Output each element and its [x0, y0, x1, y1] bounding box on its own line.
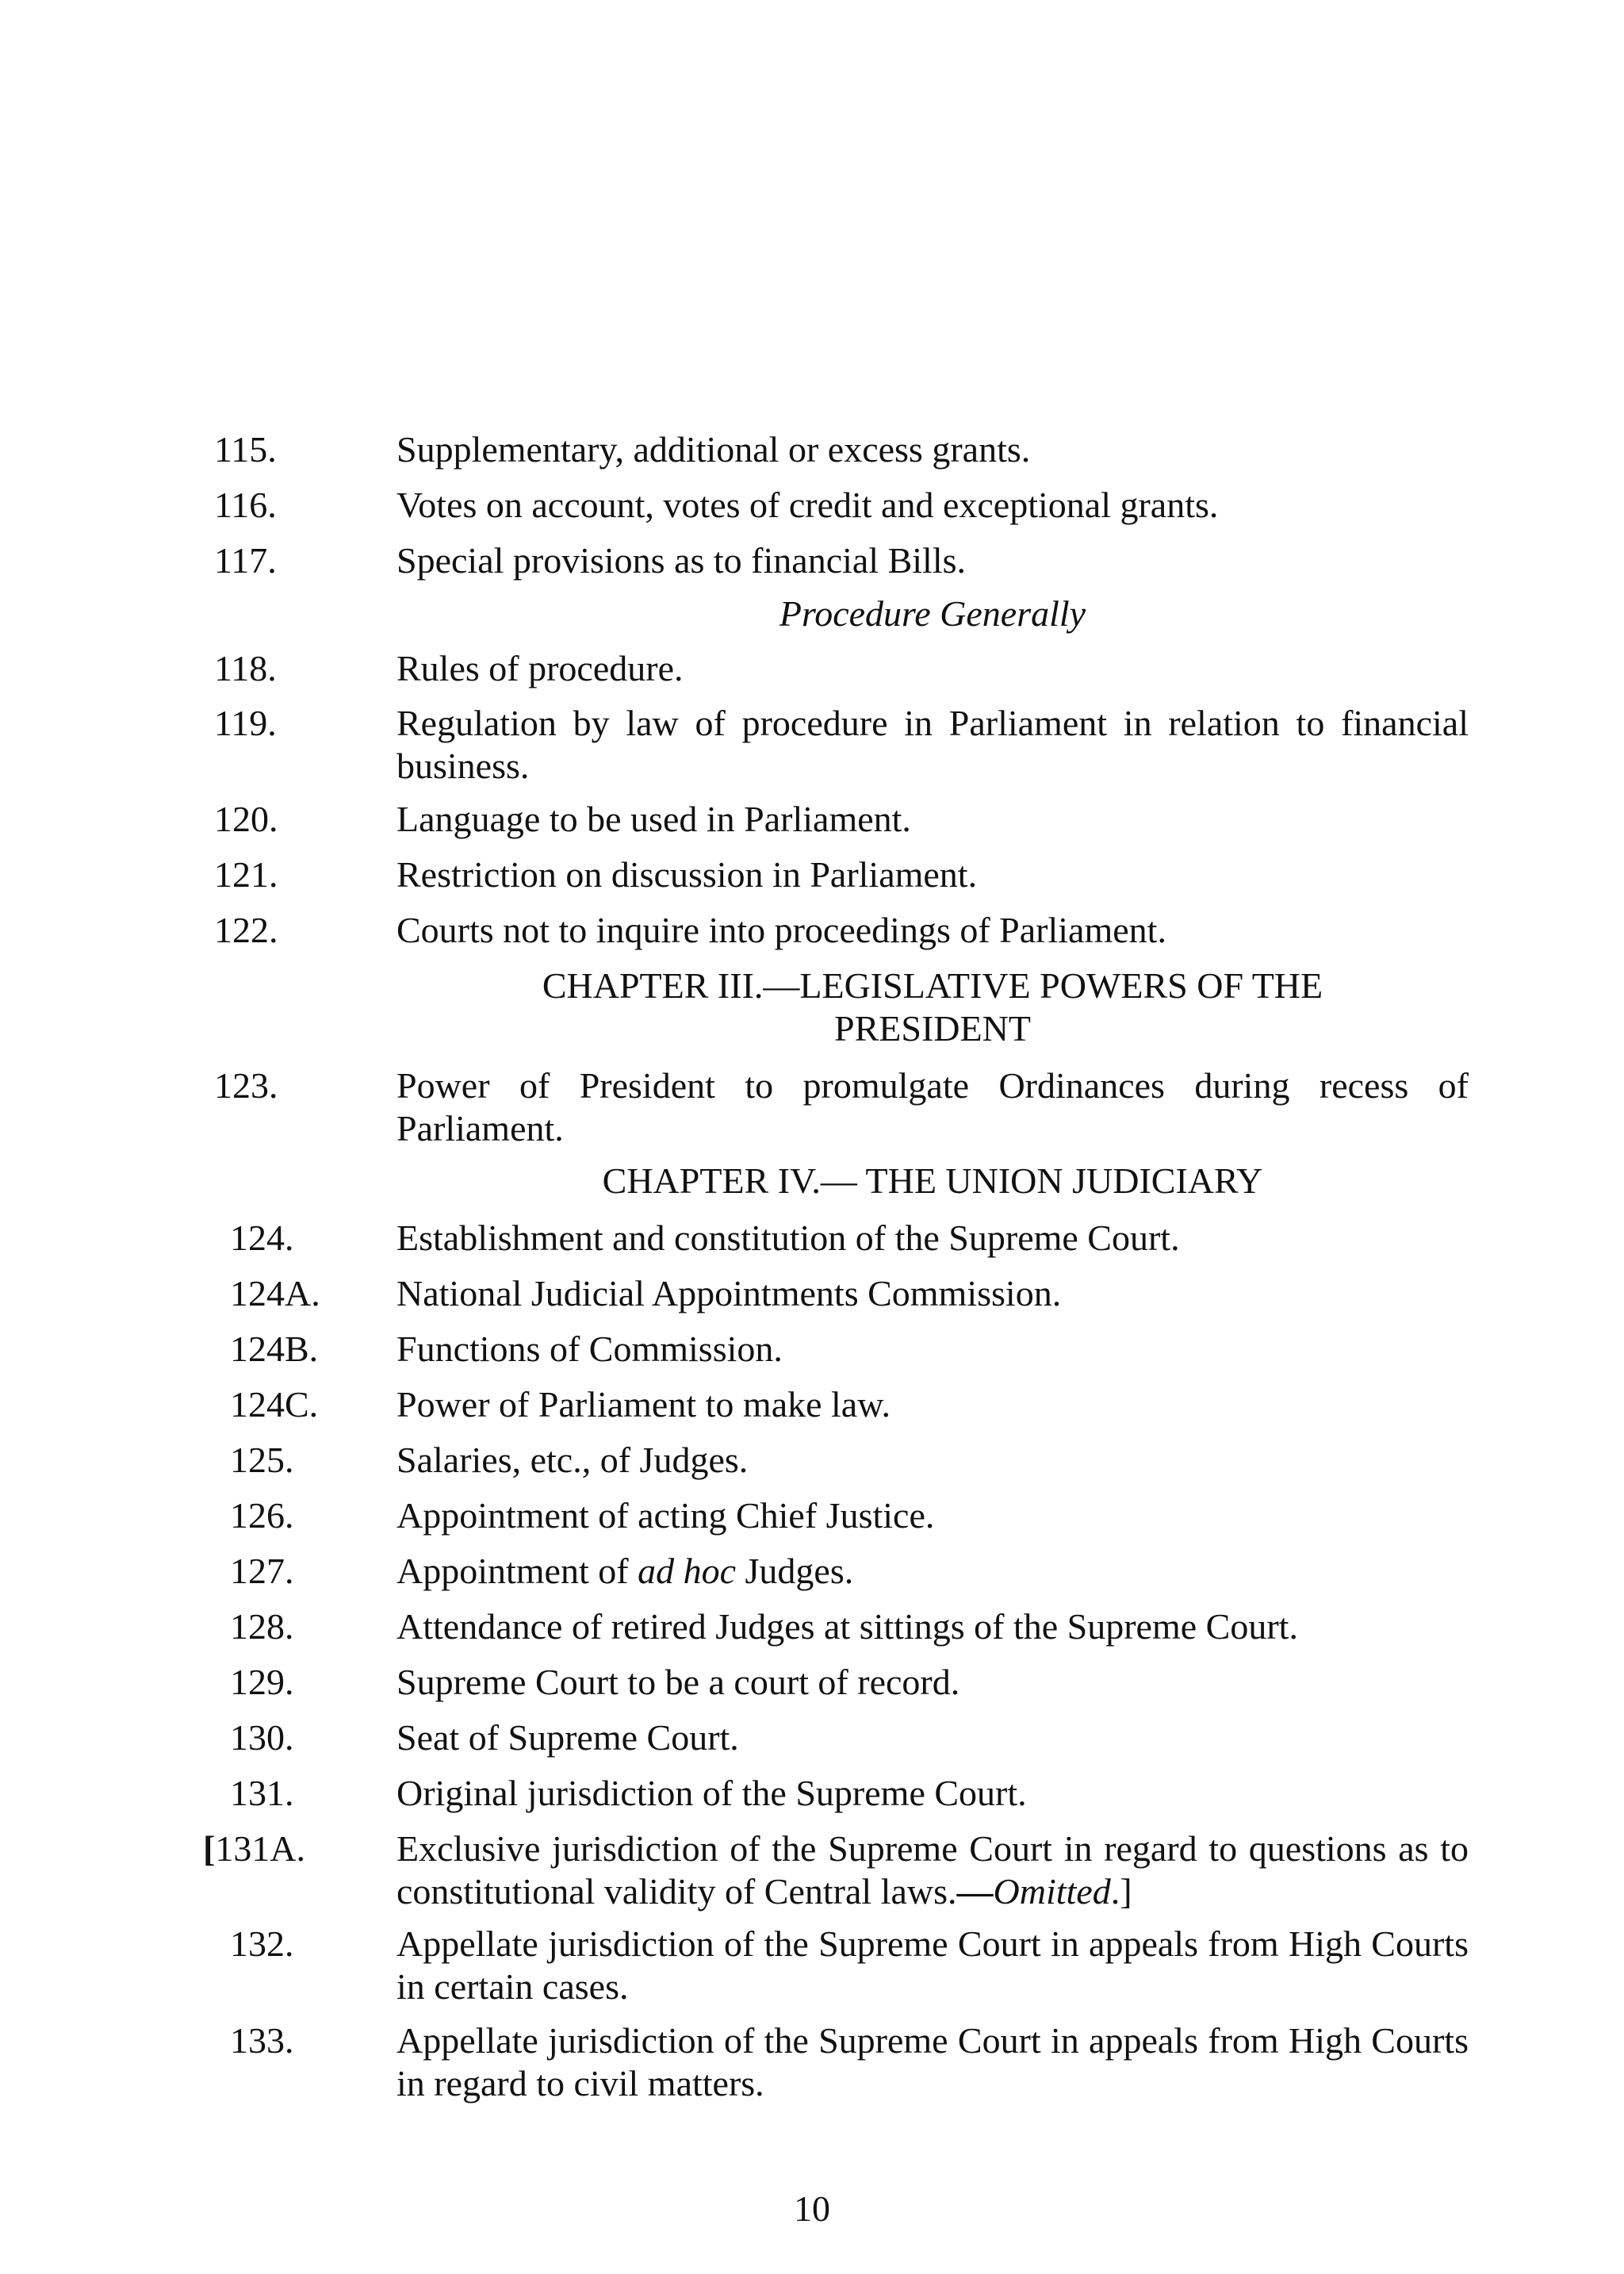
title-dash: —: [956, 1871, 994, 1912]
title-italic-part: Omitted: [993, 1871, 1111, 1912]
chapter-heading-line: PRESIDENT: [834, 1008, 1031, 1049]
article-title: Regulation by law of procedure in Parliament in relation to financial business.: [396, 703, 1469, 786]
article-number: 124C.: [230, 1384, 319, 1425]
article-title: Appellate jurisdiction of the Supreme Court in appeals from High Courts in certain cases.: [396, 1923, 1469, 2007]
article-title: Special provisions as to financial Bills.: [396, 540, 967, 581]
article-number: 128.: [230, 1606, 294, 1647]
article-number-text: 131A.: [215, 1828, 306, 1869]
article-title: Salaries, etc., of Judges.: [396, 1440, 749, 1480]
article-title: Supplementary, additional or excess grants.: [396, 429, 1031, 470]
article-number: 130.: [230, 1717, 294, 1758]
article-number: 116.: [214, 485, 277, 525]
article-number: 125.: [230, 1440, 294, 1480]
article-title: Supreme Court to be a court of record.: [396, 1662, 960, 1702]
article-number: 119.: [214, 703, 277, 743]
article-number: 131.: [230, 1773, 294, 1813]
article-title: Functions of Commission.: [396, 1329, 783, 1369]
title-italic-part: ad hoc: [638, 1551, 736, 1591]
article-number: 123.: [214, 1065, 278, 1106]
title-part: Judges.: [736, 1551, 854, 1591]
article-title: Language to be used in Parliament.: [396, 799, 911, 839]
article-number: 124B.: [230, 1329, 319, 1369]
article-title: Power of Parliament to make law.: [396, 1384, 891, 1425]
article-number: 133.: [230, 2020, 294, 2061]
article-number: 124.: [230, 1218, 294, 1258]
article-title: Establishment and constitution of the Supreme Court.: [396, 1218, 1180, 1258]
article-number: 122.: [214, 910, 278, 950]
article-number: 115.: [214, 429, 277, 470]
article-title: [396, 1550, 1469, 1593]
article-title: Appointment of acting Chief Justice.: [396, 1495, 935, 1536]
article-title: Votes on account, votes of credit and exceptional grants.: [396, 485, 1219, 525]
article-number: 117.: [214, 540, 277, 581]
article-title: Attendance of retired Judges at sittings of the Supreme Court.: [396, 1606, 1298, 1647]
article-number: 126.: [230, 1495, 294, 1536]
title-part: Appointment of: [396, 1551, 638, 1591]
article-number: 129.: [230, 1662, 294, 1702]
article-number: 121.: [214, 854, 278, 895]
article-title: Seat of Supreme Court.: [396, 1717, 739, 1758]
article-title: Appellate jurisdiction of the Supreme Court in appeals from High Courts in regard to civil matters.: [396, 2020, 1469, 2103]
article-number: 118.: [214, 648, 277, 688]
article-number: 124A.: [230, 1273, 320, 1313]
article-title: Power of President to promulgate Ordinances during recess of Parliament.: [396, 1065, 1469, 1149]
chapter-heading-line: CHAPTER III.—LEGISLATIVE POWERS OF THE: [542, 965, 1323, 1006]
article-title: Original jurisdiction of the Supreme Court.: [396, 1773, 1027, 1813]
omission-bracket: [: [203, 1828, 216, 1869]
page-number: 10: [794, 2188, 830, 2229]
article-title: National Judicial Appointments Commission.: [396, 1273, 1062, 1313]
chapter-heading-line: CHAPTER IV.— THE UNION JUDICIARY: [602, 1160, 1263, 1201]
article-number: 132.: [230, 1923, 294, 1964]
article-title: Rules of procedure.: [396, 648, 684, 688]
title-part: Exclusive jurisdiction of the Supreme Court in regard to questions as to constitutional validity of Central laws.: [396, 1828, 1469, 1912]
article-number: 120.: [214, 799, 278, 839]
title-part: .]: [1110, 1871, 1132, 1912]
article-number: 127.: [230, 1551, 294, 1591]
article-title: [396, 1827, 1469, 1913]
subheading-text: Procedure Generally: [779, 593, 1086, 634]
article-title: Restriction on discussion in Parliament.: [396, 854, 978, 895]
article-title: Courts not to inquire into proceedings of Parliament.: [396, 910, 1166, 950]
article-number: [203, 1827, 330, 1870]
